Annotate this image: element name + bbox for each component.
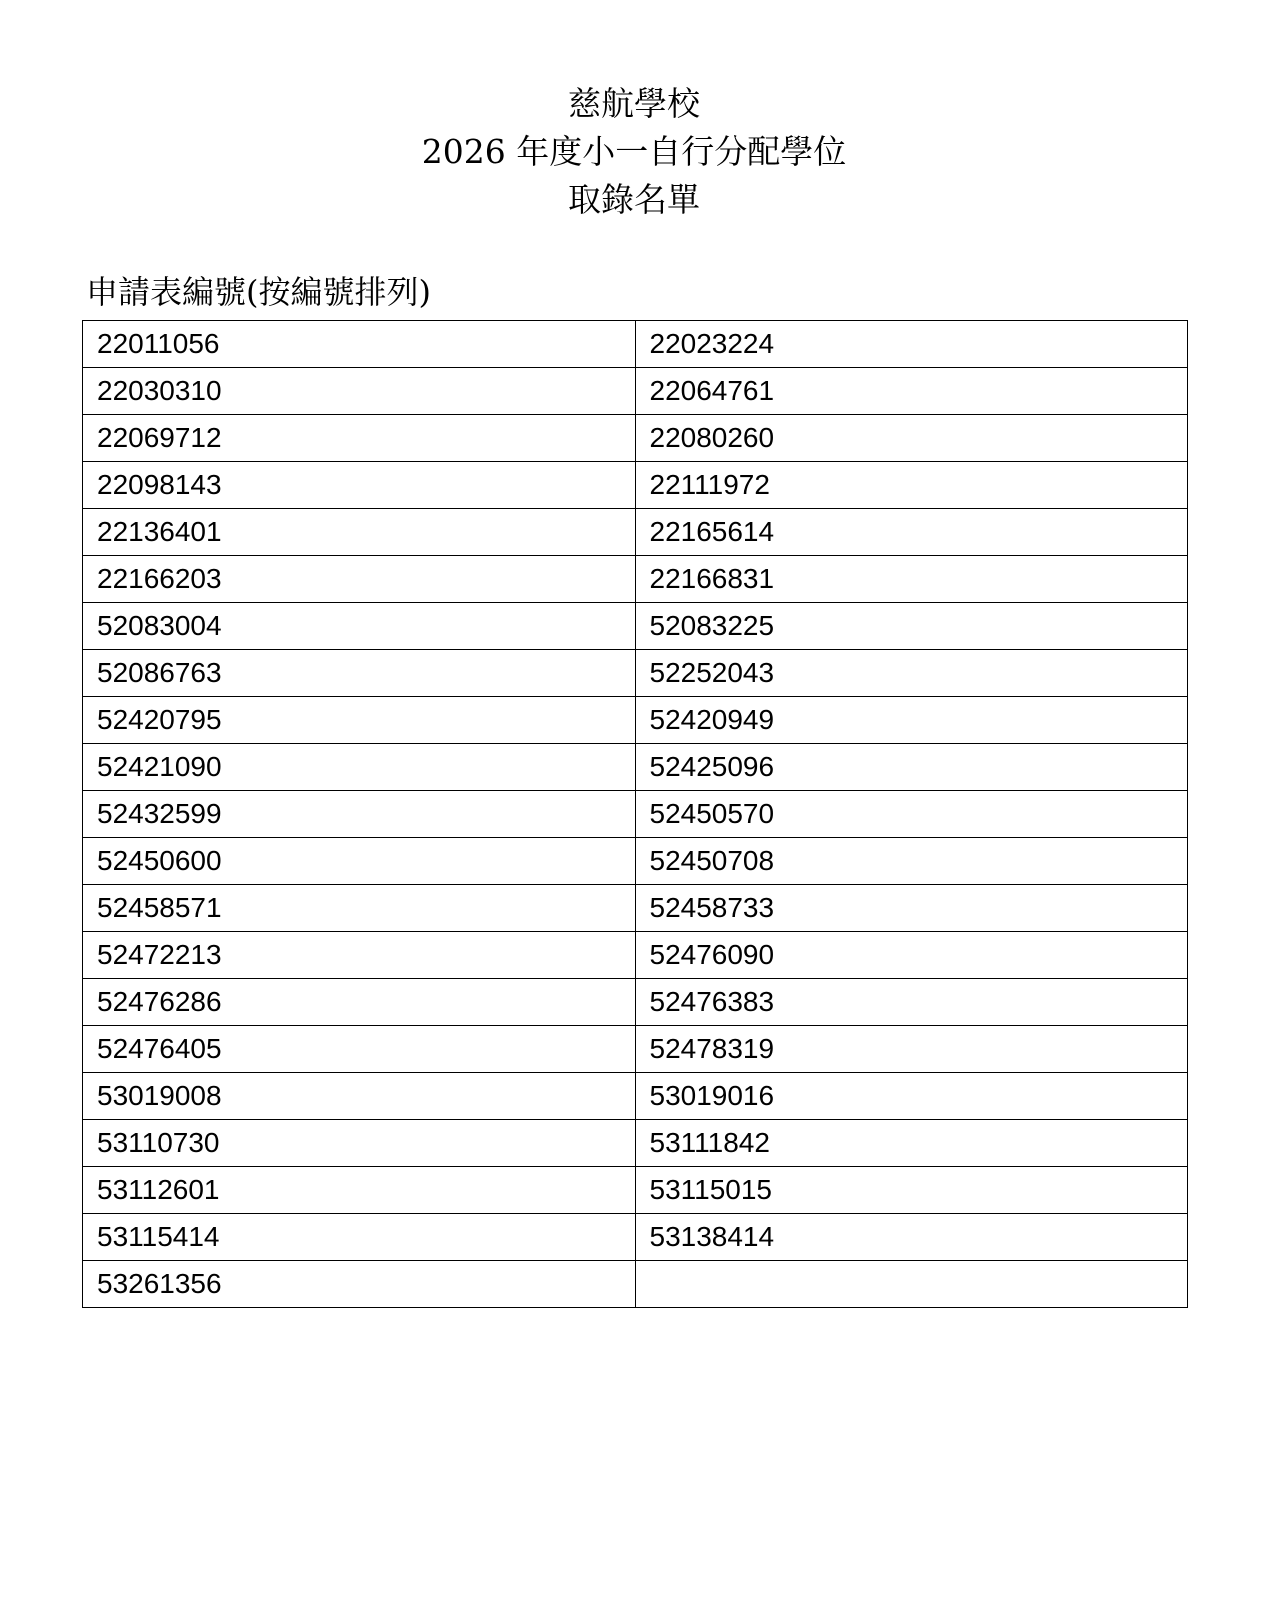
application-number-cell: 52476286	[83, 979, 636, 1026]
table-row	[83, 838, 1188, 885]
table-row	[83, 321, 1188, 368]
table-row	[83, 415, 1188, 462]
application-number-cell: 22166203	[83, 556, 636, 603]
application-number-cell: 22011056	[83, 321, 636, 368]
application-number-cell: 52252043	[635, 650, 1188, 697]
table-row	[83, 1073, 1188, 1120]
application-number-cell: 22069712	[83, 415, 636, 462]
application-number-cell: 22064761	[635, 368, 1188, 415]
application-number-cell: 52420949	[635, 697, 1188, 744]
table-row	[83, 1261, 1188, 1308]
table-row	[83, 744, 1188, 791]
application-number-cell: 52432599	[83, 791, 636, 838]
application-number-cell: 22165614	[635, 509, 1188, 556]
application-number-cell: 52083225	[635, 603, 1188, 650]
application-number-cell: 52083004	[83, 603, 636, 650]
application-number-cell: 52421090	[83, 744, 636, 791]
table-row	[83, 697, 1188, 744]
application-number-cell: 22136401	[83, 509, 636, 556]
table-row	[83, 1026, 1188, 1073]
section-label: 申請表編號(按編號排列)	[86, 273, 431, 311]
table-row	[83, 509, 1188, 556]
application-number-cell: 53115015	[635, 1167, 1188, 1214]
application-number-cell: 53019016	[635, 1073, 1188, 1120]
application-number-cell: 22023224	[635, 321, 1188, 368]
application-number-cell: 53261356	[83, 1261, 636, 1308]
document-subtitle: 取錄名單	[568, 180, 700, 219]
application-number-cell: 52086763	[83, 650, 636, 697]
application-number-cell: 52450708	[635, 838, 1188, 885]
application-number-cell: 52458733	[635, 885, 1188, 932]
school-name: 慈航學校	[568, 84, 700, 123]
application-number-cell: 52458571	[83, 885, 636, 932]
table-body	[83, 321, 1188, 1308]
table-row	[83, 885, 1188, 932]
table-row	[83, 603, 1188, 650]
table-row	[83, 650, 1188, 697]
table-row	[83, 932, 1188, 979]
application-number-cell: 53138414	[635, 1214, 1188, 1261]
application-number-cell: 52450570	[635, 791, 1188, 838]
application-number-cell: 52472213	[83, 932, 636, 979]
application-number-cell: 22098143	[83, 462, 636, 509]
table-row	[83, 791, 1188, 838]
application-number-cell: 22080260	[635, 415, 1188, 462]
application-number-cell: 52420795	[83, 697, 636, 744]
table-row	[83, 556, 1188, 603]
application-number-cell: 22030310	[83, 368, 636, 415]
application-number-cell: 52478319	[635, 1026, 1188, 1073]
application-number-cell: 53115414	[83, 1214, 636, 1261]
table-row	[83, 979, 1188, 1026]
table-row	[83, 368, 1188, 415]
table-row	[83, 1167, 1188, 1214]
application-number-cell: 52450600	[83, 838, 636, 885]
application-number-cell: 52425096	[635, 744, 1188, 791]
document-header	[0, 80, 1268, 224]
application-number-cell: 53111842	[635, 1120, 1188, 1167]
application-number-cell: 53019008	[83, 1073, 636, 1120]
application-number-cell: 52476383	[635, 979, 1188, 1026]
table-row	[83, 1120, 1188, 1167]
application-number-cell: 52476090	[635, 932, 1188, 979]
application-number-cell: 22111972	[635, 462, 1188, 509]
application-number-cell: 53110730	[83, 1120, 636, 1167]
application-number-table	[82, 320, 1188, 1308]
application-number-cell: 52476405	[83, 1026, 636, 1073]
application-number-cell: 53112601	[83, 1167, 636, 1214]
table-row	[83, 1214, 1188, 1261]
application-number-cell	[635, 1261, 1188, 1308]
application-number-cell: 22166831	[635, 556, 1188, 603]
document-title: 2026 年度小一自行分配學位	[421, 132, 847, 171]
table-row	[83, 462, 1188, 509]
